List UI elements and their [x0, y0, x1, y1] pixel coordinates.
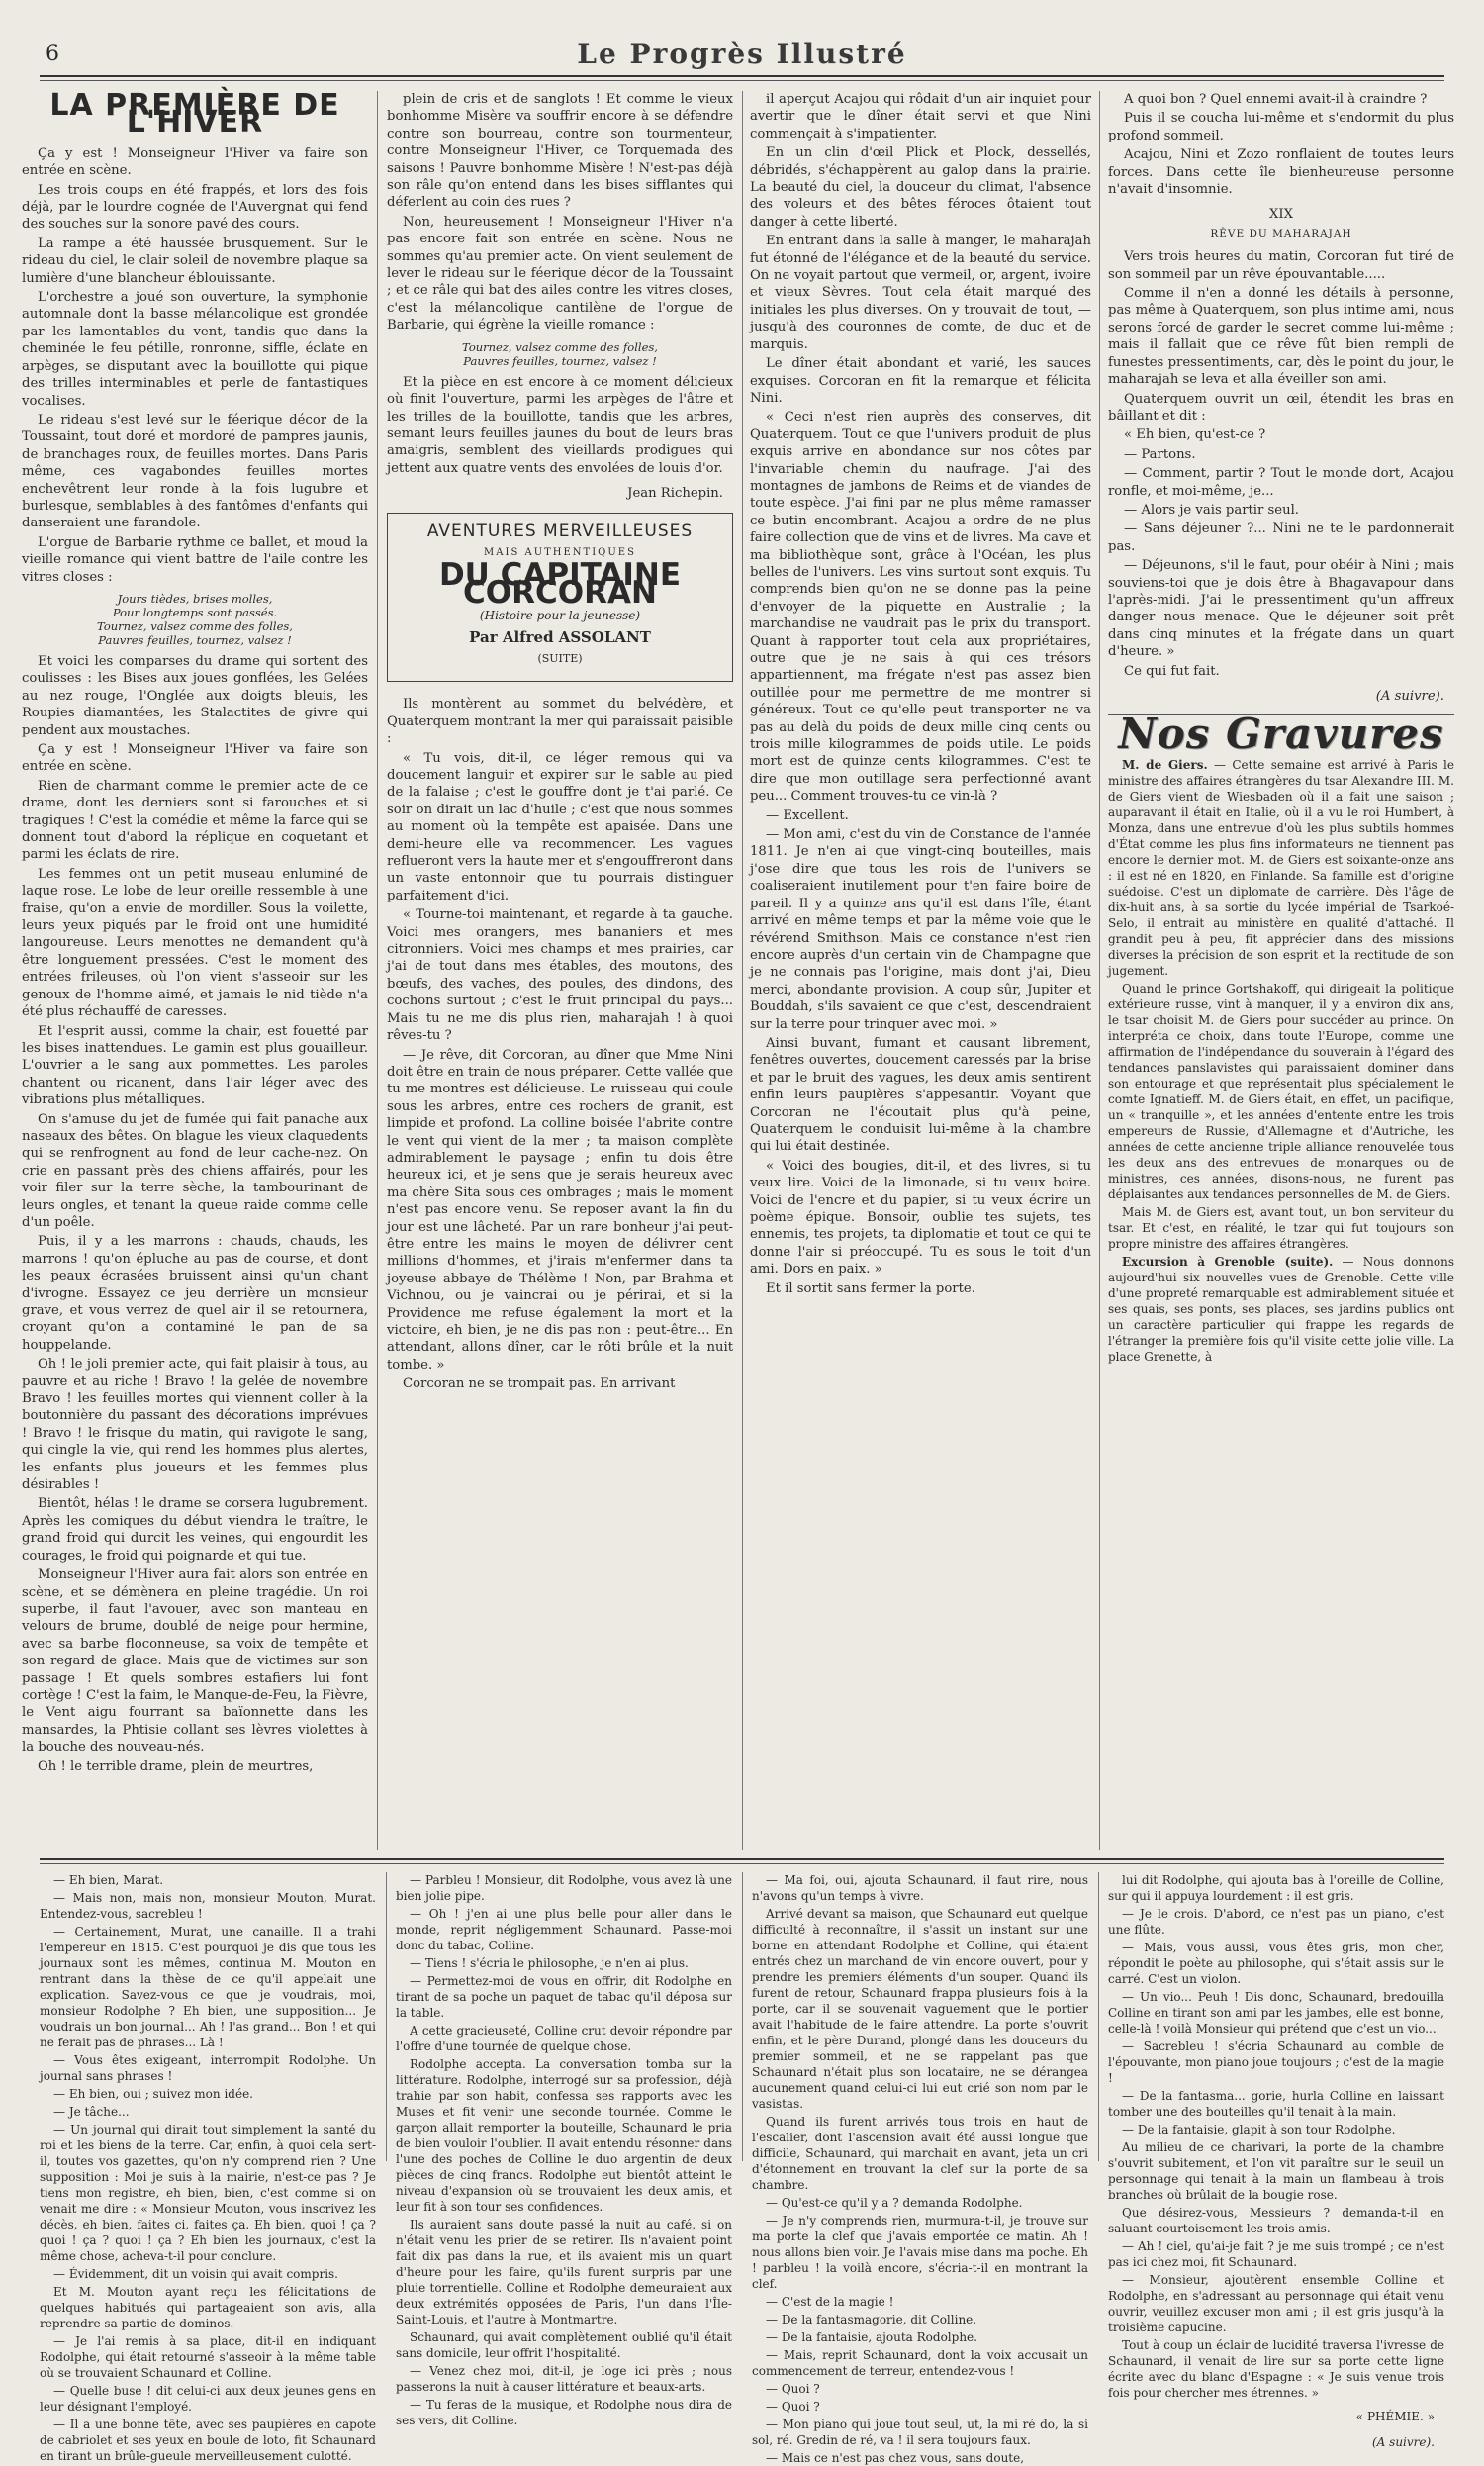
paragraph: — De la fantaisie, ajouta Rodolphe. — [766, 2330, 977, 2344]
gravure-1-text-2: Quand le prince Gortshakoff, qui dirigeait la politique extérieure russe, vint à manquer, il y a environ dix ans, le tsar choisit M. de Giers pour succéder au prince. On interpréta ce choix, dans toute l'Europe, comme une affirmation de l'indépendance du souverain à l'égard des tendances panslavistes qui paraissaient dominer dans son entourage et que représentait plus spécialement le comte Ignatieff. M. de Giers était, en effet, un pacifique, un « tranquille », et les années d'entente entre les trois empereurs de Russie, d'Allemagne et d'Autriche, les années de cette ancienne triple alliance renouvelée tous les deux ans des entrevues de monarques ou de ministres, ces années, disons-nous, ne furent pas déplaisantes aux tendances personnelles de M. de Giers. — [1108, 981, 1454, 1201]
paragraph: — Sans déjeuner ?... Nini ne te le pardonnerait pas. — [1108, 522, 1454, 554]
paragraph: — Oh ! j'en ai une plus belle pour aller dans le monde, reprit négligemment Schaunard. Passe-moi donc du tabac, Colline. — [396, 1907, 732, 1952]
paragraph: Quand ils furent arrivés tous trois en haut de l'escalier, dont l'ascension avait été aussi longue que difficile, Schaunard, qui marchait en avant, jeta un cri d'étonnement en trouvant la clef sur la porte de sa chambre. — [752, 2115, 1088, 2192]
column-1 — [22, 88, 368, 1850]
paragraph: — C'est de la magie ! — [766, 2295, 894, 2309]
verse-line: Pour longtemps sont passés. — [112, 605, 278, 619]
paragraph: Puis, il y a les marrons : chauds, chauds, les marrons ! qu'on épluche au pas de course, et dont les peaux écrasées bruissent ainsi qu'un chant d'ivrogne. Essayez ce jeu derrière un monsieur grave, et vous verrez de quel air il se retournera, croyant qu'on a contaminé le pan de sa houppelande. — [22, 1234, 368, 1353]
serial-title-box — [387, 513, 733, 683]
paragraph: « Voici des bougies, dit-il, et des livres, si tu veux lire. Voici de la limonade, si tu veux boire. Voici de l'encre et du papier, si tu veux écrire un poème épique. Bonsoir, oublie tes sujets, tes ennemis, tes projets, ta diplomatie et tout ce qui te donne l'air si préoccupé. Tu es sous le toit d'un ami. Dors en paix. » — [750, 1158, 1091, 1278]
paragraph: « Tourne-toi maintenant, et regarde à ta gauche. Voici mes orangers, mes bananiers et mes citronniers. Voici mes champs et mes prairies, car j'ai de tout dans mes étables, des moutons, des bœufs, des vaches, des poules, des dindons, des cochons surtout ; c'est le fruit principal du pays... Mais tu ne me dis plus rien, maharajah ! à quoi rêves-tu ? — [387, 907, 733, 1044]
paragraph: « Eh bien, qu'est-ce ? — [1124, 427, 1266, 443]
paragraph: il aperçut Acajou qui rôdait d'un air inquiet pour avertir que le dîner était servi et que Nini commençait à s'impatienter. — [750, 92, 1091, 142]
chapter-number: XIX — [1269, 207, 1293, 223]
paragraph: Ainsi buvant, fumant et causant librement, fenêtres ouvertes, doucement caressés par la brise et par le bruit des vagues, les deux amis sentirent enfin leurs paupières s'appesantir. Voyant que Corcoran ne l'écoutait plus qu'à peine, Quaterquem le conduisit lui-même à la chambre qui lui était destinée. — [750, 1035, 1091, 1155]
verse-line: Tournez, valsez comme des folles, — [97, 618, 293, 633]
feuilleton-rule — [40, 1858, 1444, 1860]
paragraph: Comme il n'en a donné les détails à personne, pas même à Quaterquem, son plus intime ami, nous serons forcé de garder le secret comme lui-même ; mais il fallait que ce rêve fût bien rempli de funestes pressentiments, car, dès le point du jour, le maharajah se leva et alla éveiller son ami. — [1108, 286, 1454, 388]
paragraph: — Certainement, Murat, une canaille. Il a trahi l'empereur en 1815. C'est pourquoi je dis que tous les journaux sont les mêmes, continua M. Mouton en rentrant dans la thèse de ce qu'il appelait une explication. Savez-vous ce que je voudrais, moi, monsieur Rodolphe ? Eh bien, une supposition... Je voudrais un bon journal... Ah ! l'as grand... Bon ! et qui ne ferait pas de phrases... Là ! — [40, 1925, 376, 2049]
paragraph: Arrivé devant sa maison, que Schaunard eut quelque difficulté à reconnaître, il s'assit un instant sur une borne en attendant Rodolphe et Colline, qui étaient entrés chez un marchand de vin encore ouvert, pour y prendre les premiers éléments d'un souper. Quand ils furent de retour, Schaunard frappa plusieurs fois à la porte, car il se souvenait vaguement que le portier avait l'habitude de le faire attendre. La porte s'ouvrit enfin, et le père Durand, plongé dans les douceurs du premier sommeil, et ne se rappelant pas que Schaunard n'était plus son locataire, ne se dérangea aucunement quand celui-ci lui eut crié son nom par le vasistas. — [752, 1907, 1088, 2111]
paragraph: — Je rêve, dit Corcoran, au dîner que Mme Nini doit être en train de nous préparer. Cette vallée que tu me montres est délicieuse. Le ruisseau qui coule sous les arbres, entre ces rochers de granit, est limpide et profond. La colline boisée l'abrite contre le vent qui vient de la mer ; ta maison complète admirablement le paysage ; enfin tu dois être heureux ici, et je sens que je serais heureux avec ma chère Sita sous ces ombrages ; mais le moment n'est pas encore venu. Se reposer avant la fin du jour est une lâcheté. Par un rare bonheur j'ai peut-être entre les mains le moyen de délivrer cent millions d'hommes, et j'irais m'enfermer dans ta joyeuse abbaye de Thélème ! Non, par Brahma et Vichnou, ou je vaincrai ou je périrai, et si la Providence me refuse également la mort et la victoire, eh bien, je ne dis pas non : peut-être... En attendant, allons dîner, car le rôti brûle et la nuit tombe. » — [387, 1047, 733, 1373]
paragraph: Puis il se coucha lui-même et s'endormit du plus profond sommeil. — [1108, 111, 1454, 143]
column-separator — [377, 91, 378, 1850]
paragraph: Le dîner était abondant et varié, les sauces exquises. Corcoran en fit la remarque et félicita Nini. — [750, 356, 1091, 406]
paragraph: La rampe a été haussée brusquement. Sur le rideau du ciel, le clair soleil de novembre plaque sa lumière d'une blancheur éblouissante. — [22, 236, 368, 286]
feuilleton-text-3 — [752, 1872, 1088, 2466]
paragraph: Vers trois heures du matin, Corcoran fut tiré de son sommeil par un rêve épouvantable..... — [1108, 249, 1454, 282]
paragraph: Et la pièce en est encore à ce moment délicieux où finit l'ouverture, parmi les arpèges de l'âtre et les trilles de la bouillotte, tandis que les arbres, semant leurs feuilles jaunes du bout de leurs bras amaigris, semblent des vieillards prodigues qui jettent aux quatre vents des envolées de louis d'or. — [387, 374, 733, 476]
column-separator — [742, 91, 743, 1850]
paragraph: Acajou, Nini et Zozo ronflaient de toutes leurs forces. Dans cette île bienheureuse personne n'avait d'insomnie. — [1108, 147, 1454, 198]
paragraph: Corcoran ne se trompait pas. En arrivant — [403, 1376, 676, 1392]
paragraph: — De la fantaisie, glapit à son tour Rodolphe. — [1122, 2123, 1396, 2136]
feuilleton-signature: « PHÉMIE. » — [1355, 2410, 1435, 2423]
paragraph: Bientôt, hélas ! le drame se corsera lugubrement. Après les comiques du début viendra le traître, le grand froid qui durcit les veines, qui engourdit les courages, le froid qui poignarde et qui tue. — [22, 1496, 368, 1564]
feuilleton-column-3 — [752, 1872, 1088, 2465]
column-2 — [387, 91, 733, 1850]
chapter-title: RÊVE DU MAHARAJAH — [1210, 227, 1352, 239]
verse-lines — [22, 592, 368, 647]
paragraph: « Tu vois, dit-il, ce léger remous qui va doucement languir et expirer sur le sable au pied de la falaise ; c'est le gouffre dont je t'ai parlé. Ce soir on dirait un lac d'huile ; c'est que nous sommes au moment où la tempête est apaisée. Dans une demi-heure elle va recommencer. Les vagues reflueront vers la haute mer et s'engouffreront dans un vaste entonnoir que tu pourrais distinguer parfaitement d'ici. — [387, 750, 733, 903]
paragraph: Rien de charmant comme le premier acte de ce drame, dont les derniers sont si farouches et si tragiques ! C'est la comédie et même la farce qui se donnent tout d'abord la réplique en coquetant et parmi les éclats de rire. — [22, 778, 368, 863]
article-body-part-3 — [387, 91, 733, 334]
paragraph: Rodolphe accepta. La conversation tomba sur la littérature. Rodolphe, interrogé sur sa profession, déjà trahie par son habit, confessa ses rapports avec les Muses et fit venir une seconde tournée. Comme le garçon allait remporter la bouteille, Schaunard le pria de bien vouloir l'oublier. Il avait entendu résonner dans l'une des poches de Colline le duo argentin de deux pièces de cinq francs. Rodolphe eut bientôt atteint le niveau d'expansion où se trouvaient les deux amis, et leur fit à son tour ses confidences. — [396, 2057, 732, 2214]
paragraph: Monseigneur l'Hiver aura fait alors son entrée en scène, et se démènera en pleine tragédie. Un roi superbe, il faut l'avouer, avec son manteau en velours de brume, doublé de neige pour hermine, avec sa barbe floconneuse, sa voix de tempête et son regard de glace. Mais que de victimes sur son passage ! Et quels sombres estafiers lui font cortège ! C'est la faim, le Manque-de-Feu, la Fièvre, le Vent aigu fourrant sa baïonnette dans les mansardes, la Phtisie collant ses lèvres violettes à la bouche des nouveau-nés. — [22, 1567, 368, 1755]
gravures-heading: Nos Gravures — [1118, 710, 1444, 759]
author-signature: Jean Richepin. — [627, 486, 723, 502]
paragraph: — Ma foi, oui, ajouta Schaunard, il faut rire, nous n'avons qu'un temps à vivre. — [752, 1873, 1088, 1903]
serial-line-1: AVENTURES MERVEILLEUSES — [426, 521, 694, 541]
header-rule-thin — [40, 80, 1444, 81]
serial-author: Par Alfred ASSOLANT — [469, 627, 651, 646]
paragraph: — Alors je vais partir seul. — [1124, 502, 1299, 518]
serial-body-4 — [1108, 248, 1454, 680]
paragraph: Oh ! le terrible drame, plein de meurtres, — [38, 1758, 314, 1774]
paragraph: — Venez chez moi, dit-il, je loge ici près ; nous passerons la nuit à causer littérature et beaux-arts. — [396, 2364, 732, 2394]
header-rule — [40, 75, 1444, 77]
paragraph: Ça y est ! Monseigneur l'Hiver va faire son entrée en scène. — [22, 145, 368, 179]
paragraph: — Excellent. — [766, 807, 849, 823]
paragraph: Oh ! le joli premier acte, qui fait plaisir à tous, au pauvre et au riche ! Bravo ! la gelée de novembre Bravo ! les feuilles mortes qui viennent coller à la boutonnière du passant des décorations imprévues ! Bravo ! le frisque du matin, qui ravigote le sang, qui cingle la vie, qui rend les hommes plus alertes, les enfants plus joueurs et les femmes plus désirables ! — [22, 1357, 368, 1493]
column-separator — [1098, 1872, 1099, 2161]
paragraph: « Ceci n'est rien auprès des conserves, dit Quaterquem. Tout ce que l'univers produit de plus exquis arrive en abondance sur nos côtes par l'invariable chemin du naufrage. J'ai des montagnes de jambons de Reims et de viandes de toute espèce. J'ai fini par ne plus même ramasser ce butin encombrant. Acajou a ordre de ne plus faire collection que de vins et de livres. Ma cave et ma bibliothèque sont, grâce à l'Océan, les plus belles de l'univers. Les vins surtout sont exquis. Tu comprends bien qu'on ne se donne pas la peine d'envoyer de la piquette en Australie ; la marchandise ne vaudrait pas le prix du transport. Quant à rapporter tout cela aux propriétaires, outre que je ne sais à qui ces trésors appartiennent, ma frégate n'est pas assez bien outillée pour me permettre de me montrer si généreux. Tout ce qu'elle peut transporter ne va pas au delà du poids de deux mille cinq cents ou trois mille kilogrammes de poids utile. Le poids mort est de quinze cents kilogrammes. C'est te dire que mon outillage sera perfectionné avant peu... Comment trouves-tu ce vin-là ? — [750, 410, 1091, 805]
column-3 — [750, 91, 1091, 1850]
paragraph: — Quelle buse ! dit celui-ci aux deux jeunes gens en leur désignant l'employé. — [40, 2384, 376, 2414]
paragraph: Ils auraient sans doute passé la nuit au café, si on n'était venu les prier de se retirer. Ils n'avaient point fait dix pas dans la rue, et ils avaient mis un quart d'heure pour les faire, qu'ils furent surpris par une pluie torrentielle. Colline et Rodolphe demeuraient aux deux extrémités opposées de Paris, l'un dans l'Île-Saint-Louis, et l'autre à Montmartre. — [396, 2218, 732, 2326]
paragraph: — Eh bien, Marat. — [53, 1873, 164, 1887]
page-header — [40, 36, 1444, 75]
paragraph: — Mais, vous aussi, vous êtes gris, mon cher, répondit le poète au philosophe, qui s'était assis sur le carré. C'est un violon. — [1108, 1941, 1444, 1986]
paragraph: Schaunard, qui avait complètement oublié qu'il était sans domicile, leur offrit l'hospitalité. — [396, 2330, 732, 2360]
article-body-part-4 — [387, 374, 733, 477]
serial-line-2: MAIS AUTHENTIQUES — [484, 546, 636, 558]
paragraph: Et voici les comparses du drame qui sortent des coulisses : les Bises aux joues gonflées, les Gelées au nez rouge, l'Onglée aux doigts bleuis, les Roupies diamantées, les Stalactites de givre qui pendent aux moustaches. — [22, 653, 368, 738]
column-separator — [1099, 91, 1100, 1850]
serial-body-3 — [1108, 91, 1454, 198]
feuilleton-column-1 — [40, 1872, 376, 2463]
paragraph: Les trois coups en été frappés, et lors des fois déjà, par le lourdre cognée de l'Auvergnat qui fend des souches sur la sonore pavé des cours. — [22, 182, 368, 233]
serial-body-2 — [750, 91, 1091, 1297]
gravures-section — [1108, 757, 1454, 1365]
verse-lines — [387, 340, 733, 368]
feuilleton-column-2 — [396, 1872, 732, 2427]
verse-2 — [387, 340, 733, 368]
paragraph: — Mais, reprit Schaunard, dont la voix accusait un commencement de terreur, entendez-vous ! — [752, 2348, 1088, 2378]
paragraph: plein de cris et de sanglots ! Et comme le vieux bonhomme Misère va souffrir encore à se défendre contre son bourreau, contre son tourmenteur, contre Monseigneur l'Hiver, ce Torquemada des saisons ! Pauvre bonhomme Misère ! N'est-pas déjà son râle qu'on entend dans les bises sifflantes qui déferlent au coin des rues ? — [387, 92, 733, 211]
paragraph: — De la fantasma... gorie, hurla Colline en laissant tomber une des bouteilles qu'il tenait à la main. — [1108, 2089, 1444, 2119]
paragraph: — Je n'y comprends rien, murmura-t-il, je trouve sur ma porte la clef que j'avais emportée ce matin. Ah ! nous allons bien voir. Je l'avais mise dans ma poche. Eh ! parbleu ! la voilà encore, s'écria-t-il en montrant la clef. — [752, 2214, 1088, 2291]
paragraph: En un clin d'œil Plick et Plock, dessellés, débridés, s'échappèrent au galop dans la prairie. La beauté du ciel, la douceur du climat, l'absence des voleurs et des bêtes féroces ôtaient tout danger à cette liberté. — [750, 145, 1091, 230]
paragraph: — Qu'est-ce qu'il y a ? demanda Rodolphe. — [766, 2196, 1023, 2210]
paragraph: Non, heureusement ! Monseigneur l'Hiver n'a pas encore fait son entrée en scène. Nous ne sommes qu'au premier acte. On vient seulement de lever le rideau sur le féerique décor de la Toussaint ; et ce râle qui bat des ailes contre les vitres closes, c'est la mélancolique cantilène de l'orgue de Barbarie, qui égrène la vieille romance : — [387, 214, 733, 333]
paragraph: Et il sortit sans fermer la porte. — [766, 1280, 975, 1296]
paragraph: — Permettez-moi de vous en offrir, dit Rodolphe en tirant de sa poche un paquet de tabac qu'il déposa sur la table. — [396, 1974, 732, 2020]
serial-suite: (SUITE) — [537, 651, 583, 665]
paragraph: — Je le crois. D'abord, ce n'est pas un piano, c'est une flûte. — [1108, 1907, 1444, 1937]
column-separator — [742, 1872, 743, 2161]
paragraph: Les femmes ont un petit museau enluminé de laque rose. Le lobe de leur oreille ressemble à une fraise, qu'on a envie de mordiller. Sous la voilette, leurs yeux piqués par le froid ont une humidité langoureuse. Leurs menottes ne demandent qu'à être longuement pressées. C'est le moment des entrées frileuses, où l'on vient s'asseoir sur les genoux de l'homme aimé, et jamais le nid tiède n'a été plus réchauffé de caresses. — [22, 866, 368, 1020]
paragraph: — Mon ami, c'est du vin de Constance de l'année 1811. Je n'en ai que vingt-cinq bouteilles, mais j'ose dire que tous les rois de l'univers se coaliseraient inutilement pour t'en faire boire de pareil. Il y a quinze ans qu'il est dans l'île, étant arrivé en même temps et par la même voie que le révérend Smithson. Mais ce constance n'est rien encore auprès d'un certain vin de Champagne que je ne connais pas l'origine, mais dont j'ai, Dieu merci, abondante provision. A coup sûr, Jupiter et Bouddah, s'ils savaient ce que c'est, descendraient sur la terre pour trinquer avec moi. » — [750, 827, 1091, 1032]
paragraph: On s'amuse du jet de fumée qui fait panache aux naseaux des bêtes. On blague les vieux claquedents qui se renfrognent au fond de leur cache-nez. On crie en passant près des chiens affairés, pour les voir filer sur la terre sèche, la tambourinant de leurs ongles, et tenant la queue raide comme celle d'un poêle. — [22, 1111, 368, 1230]
paragraph: Ils montèrent au sommet du belvédère, et Quaterquem montrant la mer qui paraissait paisible : — [387, 697, 733, 747]
paragraph: Et l'esprit aussi, comme la chair, est fouetté par les bises inattendues. Le gamin est plus gouailleur. L'ouvrier a le sang aux pommettes. Les paroles chantent ou ricanent, dans l'air léger avec des vibrations plus métalliques. — [22, 1023, 368, 1108]
article-body-part-2 — [22, 653, 368, 1775]
feuilleton-to-be-continued: (A suivre). — [1372, 2435, 1435, 2449]
paragraph: Ce qui fut fait. — [1124, 663, 1220, 679]
column-separator — [386, 1872, 387, 2161]
paragraph: Au milieu de ce charivari, la porte de la chambre s'ouvrit subitement, et l'on vit paraître sur le seuil un personnage qui tenait à la main un flambeau à trois branches où brûlait de la bougie rose. — [1108, 2140, 1444, 2202]
to-be-continued: (A suivre). — [1375, 689, 1444, 704]
feuilleton-rule-thin — [40, 1863, 1444, 1864]
paragraph: — Sacrebleu ! s'écria Schaunard au comble de l'épouvante, mon piano joue toujours ; c'est de la magie ! — [1108, 2039, 1444, 2085]
verse-line: Tournez, valsez comme des folles, — [462, 339, 658, 354]
paragraph: — Je l'ai remis à sa place, dit-il en indiquant Rodolphe, qui était retourné s'asseoir à la même table où se trouvaient Schaunard et Colline. — [40, 2334, 376, 2380]
verse-line: Jours tièdes, brises molles, — [117, 591, 273, 606]
feuilleton-text-4 — [1108, 1872, 1444, 2401]
paragraph: — Monsieur, ajoutèrent ensemble Colline et Rodolphe, en s'adressant au personnage qui était venu ouvrir, veuillez excuser mon ami ; il est gris jusqu'à la troisième capucine. — [1108, 2273, 1444, 2334]
serial-subtitle: (Histoire pour la jeunesse) — [479, 609, 641, 623]
feuilleton-column-4 — [1108, 1872, 1444, 2449]
gravure-1-lead: M. de Giers. — [1122, 757, 1208, 772]
paragraph: — Quoi ? — [766, 2382, 820, 2396]
paragraph: — Évidemment, dit un voisin qui avait compris. — [53, 2267, 338, 2281]
paragraph: L'orgue de Barbarie rythme ce ballet, et moud la vieille romance qui vient battre de l'aile contre les vitres closes : — [22, 534, 368, 585]
paragraph: L'orchestre a joué son ouverture, la symphonie automnale dont la basse mélancolique est grondée par les lamentables du vent, tandis que dans la cheminée le feu pétille, ronronne, siffle, éclate en arpèges, se disputant avec la bouillotte qui pique des trilles interminables et perle de fantastiques vocalises. — [22, 290, 368, 409]
paragraph: — Tu feras de la musique, et Rodolphe nous dira de ses vers, dit Colline. — [396, 2398, 732, 2427]
paragraph: — Tiens ! s'écria le philosophe, je n'en ai plus. — [410, 1956, 689, 1970]
paragraph: — Comment, partir ? Tout le monde dort, Acajou ronfle, et moi-même, je... — [1108, 466, 1454, 499]
paragraph: — Partons. — [1124, 446, 1196, 462]
feuilleton-text-1 — [40, 1872, 376, 2464]
column-4 — [1108, 91, 1454, 1850]
verse-line: Pauvres feuilles, tournez, valsez ! — [463, 353, 657, 368]
paragraph: — Je tâche... — [53, 2105, 130, 2119]
paragraph: — Un vio... Peuh ! Dis donc, Schaunard, bredouilla Colline en tirant son ami par les jambes, elle est bonne, celle-là ! voilà Monsieur qui prétend que c'est un vio... — [1108, 1990, 1444, 2036]
paragraph: — Mais non, mais non, monsieur Mouton, Murat. Entendez-vous, sacrebleu ! — [40, 1891, 376, 1921]
article-body-part-1 — [22, 145, 368, 586]
paragraph: — Un journal qui dirait tout simplement la santé du roi et les biens de la terre. Car, enfin, à quoi cela sert-il, toutes vos gazettes, qu'on n'y comprend rien ? Une supposition : Moi je suis à la mairie, n'est-ce pas ? Je tiens mon registre, eh bien, bien, c'est comme si on venait me dire : « Monsieur Mouton, vous inscrivez les décès, eh bien, faites ci, faites ça. Eh bien, quoi ! ça ? quoi ! ça ? quoi ! ça ? Eh bien les journaux, c'est la même chose, acheva-t-il pour conclure. — [40, 2123, 376, 2263]
paragraph: En entrant dans la salle à manger, le maharajah fut étonné de l'élégance et de la beauté du service. On ne voyait partout que vermeil, or, argent, ivoire et vieux Sèvres. Tout cela était marqué des initiales les plus diverses. On y trouvait de tout, — jusqu'à des couronnes de comte, de duc et de marquis. — [750, 234, 1091, 352]
gravure-1-text: — Cette semaine est arrivé à Paris le ministre des affaires étrangères du tsar Alexandre III. M. de Giers vient de Wiesbaden où il a fait une saison ; auparavant il était en Italie, où il a vu le roi Humbert, à Monza, dans une entrevue d'où les plus subtils hommes d'État comme les plus fins informateurs ne tiennent pas encore le dernier mot. M. de Giers est soixante-onze ans : il est né en 1820, en Finlande. Sa famille est d'origine suédoise. C'est un diplomate de carrière. Dès l'âge de dix-huit ans, à sa sortie du lycée impérial de Tsarkoé-Selo, il entrait au ministère en qualité d'attaché. Il grandit peu à peu, fit apprécier dans des missions diverses la précision de son esprit et la rectitude de son jugement. — [1108, 757, 1454, 978]
paragraph: Et M. Mouton ayant reçu les félicitations de quelques habitués qui partageaient son avis, alla reprendre sa partie de dominos. — [40, 2285, 376, 2330]
gravure-2-text: — Nous donnons aujourd'hui six nouvelles vues de Grenoble. Cette ville d'une propreté remarquable est admirablement située et ses quais, ses ponts, ses places, ses jardins publics ont un caractère particulier qui frappe les regards de l'étranger la première fois qu'il visite cette jolie ville. La place Grenette, à — [1108, 1254, 1454, 1364]
gravure-2-lead: Excursion à Grenoble (suite). — [1122, 1254, 1334, 1269]
paragraph: Le rideau s'est levé sur le féerique décor de la Toussaint, tout doré et mordoré de pampres jaunis, de branchages roux, de feuilles mortes. Dans Paris même, ces vagabondes feuilles mortes enchevêtrent leur ronde à la fois lugubre et burlesque, semblables à des fantômes d'enfants qui danseraient une farandole. — [22, 412, 368, 531]
feuilleton-text-2 — [396, 1872, 732, 2428]
paragraph: — Vous êtes exigeant, interrompit Rodolphe. Un journal sans phrases ! — [40, 2053, 376, 2083]
article-heading: LA PREMIÈRE DE L'HIVER — [49, 88, 340, 141]
paragraph: — Il a une bonne tête, avec ses paupières en capote de cabriolet et ses yeux en boule de loto, fit Schaunard en tirant un brûle-gueule merveilleusement culotté. — [40, 2418, 376, 2463]
paragraph: lui dit Rodolphe, qui ajouta bas à l'oreille de Colline, sur qui il appuya lourdement : il est gris. — [1108, 1873, 1444, 1903]
paragraph: — Déjeunons, s'il le faut, pour obéir à Nini ; mais souviens-toi que je dois être à Bhagavapour dans l'après-midi. J'ai le pressentiment qu'un affreux danger nous menace. Que le déjeuner soit prêt dans cinq minutes et la frégate dans un quart d'heure. » — [1108, 558, 1454, 660]
serial-body-1 — [387, 696, 733, 1392]
paragraph: — Quoi ? — [766, 2400, 820, 2414]
paragraph: — Eh bien, oui ; suivez mon idée. — [53, 2087, 253, 2101]
paragraph: — Mon piano qui joue tout seul, ut, la mi ré do, la si sol, ré. Gredin de ré, va ! il sera toujours faux. — [752, 2418, 1088, 2447]
paragraph: — Mais ce n'est pas chez vous, sans doute, — [766, 2451, 1025, 2465]
paragraph: — Parbleu ! Monsieur, dit Rodolphe, vous avez là une bien jolie pipe. — [396, 1873, 732, 1903]
masthead-title: Le Progrès Illustré — [577, 38, 907, 70]
serial-title: DU CAPITAINE CORCORAN — [438, 557, 682, 611]
verse — [22, 592, 368, 647]
page-number: 6 — [46, 42, 59, 66]
paragraph: A quoi bon ? Quel ennemi avait-il à craindre ? — [1124, 92, 1428, 107]
paragraph: Ça y est ! Monseigneur l'Hiver va faire son entrée en scène. — [22, 742, 368, 775]
gravure-1-text-3: Mais M. de Giers est, avant tout, un bon serviteur du tsar. Et c'est, en réalité, le tzar qui fut toujours son propre ministre des affaires étrangères. — [1108, 1204, 1454, 1251]
paragraph: Quaterquem ouvrit un œil, étendit les bras en bâillant et dit : — [1108, 391, 1454, 424]
paragraph: Que désirez-vous, Messieurs ? demanda-t-il en saluant courtoisement les trois amis. — [1108, 2206, 1444, 2235]
paragraph: — Ah ! ciel, qu'ai-je fait ? je me suis trompé ; ce n'est pas ici chez moi, fit Schaunard. — [1108, 2239, 1444, 2269]
verse-line: Pauvres feuilles, tournez, valsez ! — [98, 632, 292, 647]
paragraph: Tout à coup un éclair de lucidité traversa l'ivresse de Schaunard, il venait de lire sur sa porte cette ligne écrite avec du blanc d'Espagne : « Je suis venue trois fois pour chercher mes étrennes. » — [1108, 2338, 1444, 2400]
paragraph: — De la fantasmagorie, dit Colline. — [766, 2313, 977, 2326]
paragraph: A cette gracieuseté, Colline crut devoir répondre par l'offre d'une tournée de quelque chose. — [396, 2024, 732, 2053]
